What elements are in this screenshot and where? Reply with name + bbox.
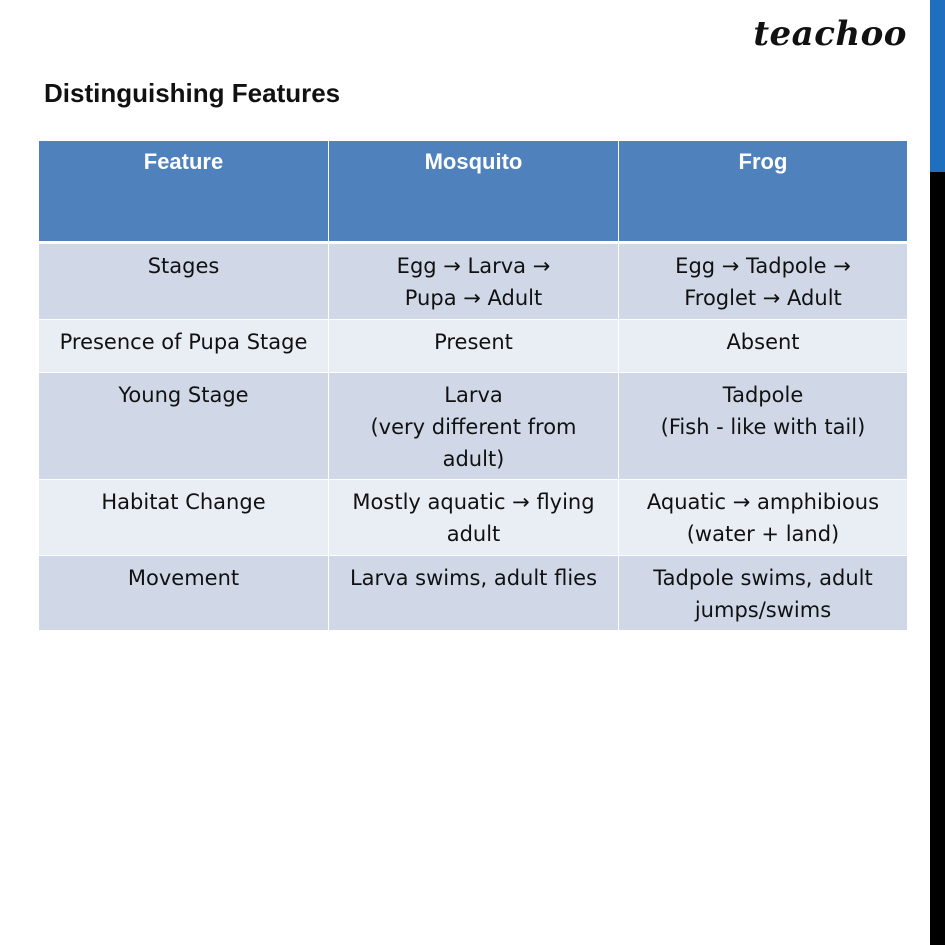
cell-text-line: Larva swims, adult flies (349, 566, 598, 590)
cell-text-line: Egg → Larva → (396, 254, 551, 278)
cell-mosquito (329, 243, 619, 320)
cell-mosquito (329, 373, 619, 480)
cell-text-line: (water + land) (686, 522, 840, 546)
cell-text-line: Presence of Pupa Stage (59, 330, 308, 354)
cell-text-line: Young Stage (118, 383, 249, 407)
table-row (39, 556, 908, 631)
cell-mosquito (329, 480, 619, 556)
table-row (39, 373, 908, 480)
cell-text-line: Tadpole (722, 383, 804, 407)
cell-text-line: (Fish - like with tail) (660, 415, 866, 439)
cell-feature (39, 243, 329, 320)
cell-mosquito (329, 556, 619, 631)
table-row (39, 480, 908, 556)
cell-text-line: Habitat Change (101, 490, 266, 514)
cell-text-line: Absent (726, 330, 800, 354)
page-title: Distinguishing Features (44, 78, 341, 108)
cell-text-line: Mostly aquatic → flying (352, 490, 595, 514)
cell-text-line: adult (446, 522, 501, 546)
cell-text-line: Stages (147, 254, 220, 278)
header-frog: Frog (619, 141, 908, 243)
cell-feature (39, 320, 329, 373)
comparison-table (38, 140, 908, 631)
cell-text-line: Tadpole swims, adult (653, 566, 873, 590)
side-bar-accent (930, 0, 945, 172)
cell-text-line: adult) (442, 447, 505, 471)
cell-frog (619, 480, 908, 556)
slide-side-bar (930, 0, 945, 945)
table-row (39, 243, 908, 320)
header-feature: Feature (39, 141, 329, 243)
table-body (39, 243, 908, 631)
table-header-row (39, 141, 908, 243)
cell-frog (619, 556, 908, 631)
cell-feature (39, 480, 329, 556)
cell-feature (39, 373, 329, 480)
cell-text-line: Pupa → Adult (404, 286, 543, 310)
cell-text-line: Larva (444, 383, 503, 407)
cell-text-line: (very different from (370, 415, 577, 439)
cell-frog (619, 320, 908, 373)
cell-feature (39, 556, 329, 631)
header-mosquito: Mosquito (329, 141, 619, 243)
cell-text-line: Movement (127, 566, 240, 590)
cell-text-line: Froglet → Adult (684, 286, 842, 310)
cell-text-line: Present (434, 330, 513, 354)
table-row (39, 320, 908, 373)
cell-text-line: jumps/swims (694, 598, 832, 622)
cell-frog (619, 373, 908, 480)
cell-text-line: Egg → Tadpole → (675, 254, 851, 278)
teachoo-logo: teachoo (753, 14, 907, 54)
cell-frog (619, 243, 908, 320)
cell-text-line: Aquatic → amphibious (646, 490, 880, 514)
cell-mosquito (329, 320, 619, 373)
